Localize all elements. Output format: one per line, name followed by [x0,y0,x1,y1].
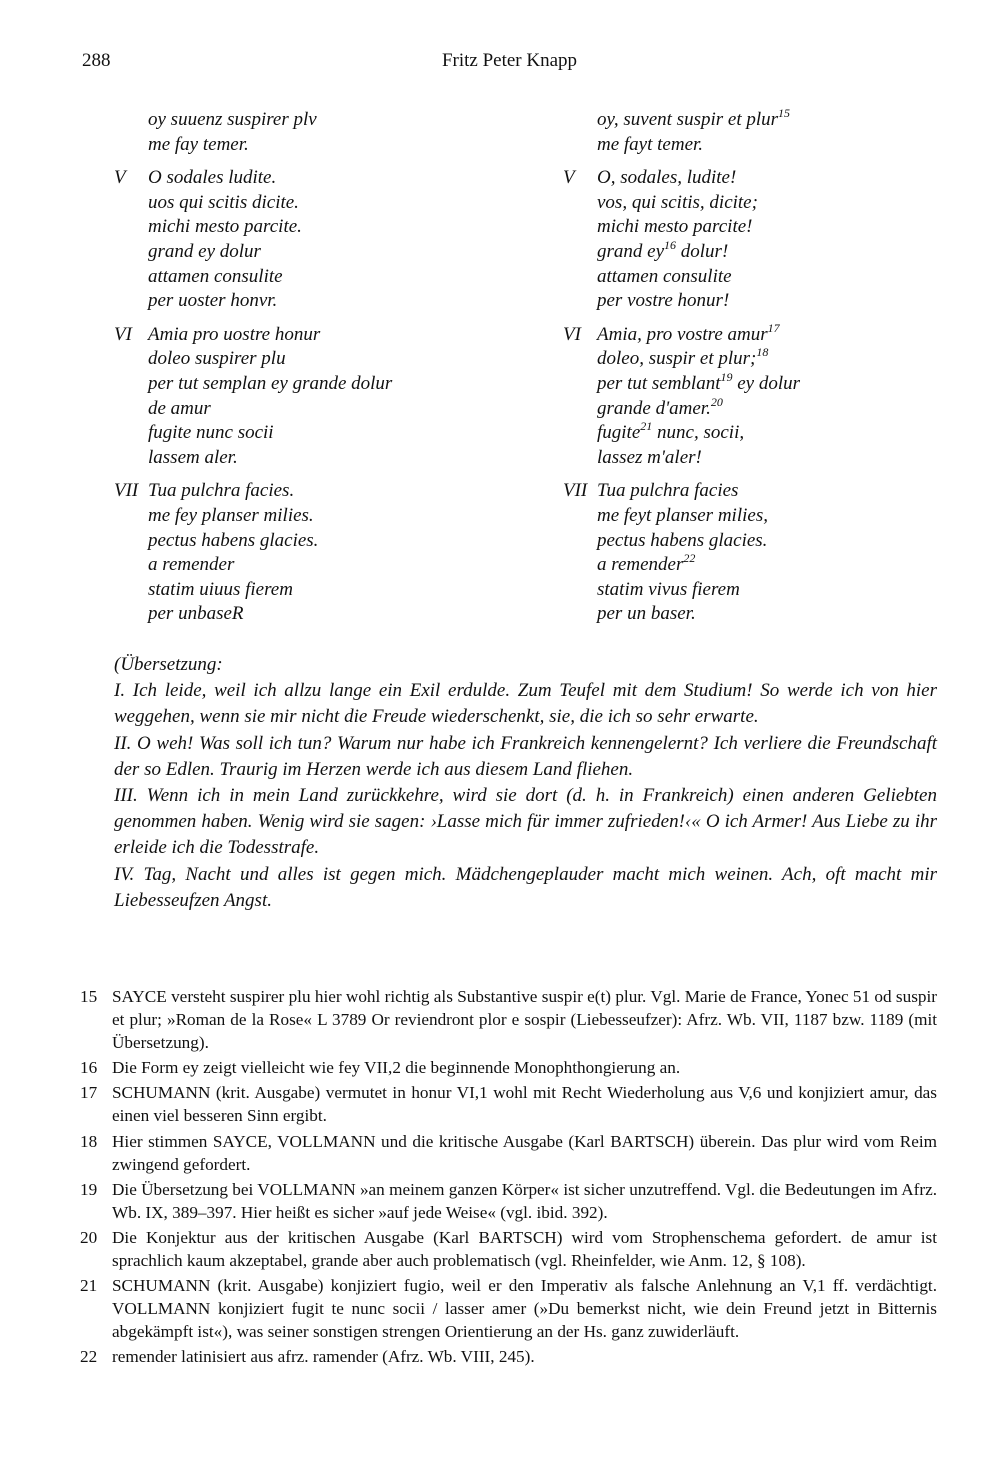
verse-text: O sodales ludite. [148,167,277,189]
stanza [563,108,963,157]
verse-line [597,421,963,446]
verse-line [148,553,554,578]
stanza [114,479,554,627]
verse-line [597,529,963,554]
stanza [114,108,554,157]
footnote-text: Die Konjektur aus der kritischen Ausgabe (Karl BARTSCH) wird vom Strophenschema gefordert. de amur ist sprachlich kaum akzeptabel, grande aber auch problematisch (vgl. Rheinfelder, wie Anm. 12, § 108). [112,1227,937,1271]
verse-text: per tut semplan ey grande dolur [148,372,393,394]
footnote-item [80,1178,937,1224]
verse-text: Amia, pro vostre amur [597,323,768,345]
footnote-text: SCHUMANN (krit. Ausgabe) konjiziert fugio, weil er den Imperativ als falsche Anlehnung an V,1 ff. verdächtigt. VOLLMANN konjiziert fugit te nunc socii / lasser amer (»Du bemerkst nicht, wie dein Freund jetzt in Bitternis abgekämpft ist«), was seiner sonstigen strengen Orientierung an der Hs. ganz zuwiderläuft. [112,1276,937,1342]
verse-line [148,265,554,290]
verse-line [148,191,554,216]
footnote-number: 16 [80,1058,98,1078]
verse-line [148,446,554,471]
footnote-marker: 22 [683,551,696,566]
verse-line [597,504,963,529]
verse-line [597,133,963,158]
footnote-item [80,1081,937,1127]
verse-line [148,166,554,191]
verse-text: uos qui scitis dicite. [148,191,299,213]
verse-text: attamen consulite [148,265,283,287]
footnote-text: SCHUMANN (krit. Ausgabe) vermutet in honur VI,1 wohl mit Recht Wiederholung aus V,6 und konjiziert amur, das einen viel besseren Sinn ergibt. [112,1083,937,1126]
verse-text: doleo suspirer plu [148,348,286,370]
stanza-number: V [563,167,575,189]
footnote-text: Die Übersetzung bei VOLLMANN »an meinem ganzen Körper« ist sicher unzutreffend. Vgl. die Bedeutungen im Afrz. Wb. IX, 389–397. Hier heißt es sicher »auf jede Weise« (vgl. ibid. 392). [112,1179,937,1222]
footnote-text: Die Form ey zeigt vielleicht wie fey VII,2 die beginnende Monophthongierung an. [112,1058,681,1078]
stanza-number: VII [563,480,588,502]
page-number: 288 [82,50,111,71]
page-header [82,50,937,80]
right-column-edited-text [563,108,963,636]
verse-line [148,347,554,372]
footnote-item [80,1130,937,1176]
verse-text-continued: nunc, socii, [652,422,745,444]
verse-text: grand ey dolur [148,240,261,262]
verse-text: Tua pulchra facies [597,480,739,502]
verse-text: oy, suvent suspir et plur [597,109,779,130]
footnote-item [80,1226,937,1272]
footnote-item [80,985,937,1054]
footnote-marker: 20 [710,394,723,409]
footnote-number: 21 [80,1276,98,1296]
footnote-text: Hier stimmen SAYCE, VOLLMANN und die kritische Ausgabe (Karl BARTSCH) überein. Das plur wird vom Reim zwingend gefordert. [112,1131,937,1174]
verse-line [597,446,963,471]
footnote-number: 18 [80,1131,98,1151]
verse-text: lassem aler. [148,446,238,468]
footnote-item [80,1056,937,1079]
stanza [114,166,554,314]
verse-line [148,240,554,265]
verse-text: michi mesto parcite. [148,216,302,238]
footnote-number: 17 [80,1083,98,1103]
footnote-marker: 18 [756,345,769,360]
stanza-number: V [114,167,126,189]
verse-text-continued: dolur! [676,240,729,262]
verse-text: me fay temer. [148,133,249,155]
stanza [563,166,963,314]
verse-line [597,602,963,627]
verse-line [597,215,963,240]
verse-text: pectus habens glacies. [597,529,768,551]
footnotes [80,985,937,1371]
verse-line [597,289,963,314]
footnote-marker: 21 [640,419,653,434]
verse-text: per vostre honur! [597,290,730,312]
verse-line [597,237,963,265]
stanza-number: VII [114,480,139,502]
stanza-number: VI [114,323,132,345]
verse-text: me feyt planser milies, [597,504,768,526]
verse-line [597,347,963,372]
verse-text: grand ey [597,240,665,262]
verse-line [148,529,554,554]
verse-text: Tua pulchra facies. [148,480,295,502]
verse-line [148,602,554,627]
verse-text: O, sodales, ludite! [597,167,737,189]
verse-text: a remender [148,554,235,576]
verse-line [597,553,963,578]
translation-paragraph-2: II. O weh! Was soll ich tun? Warum nur habe ich Frankreich kennengelernt? Ich verliere die Freundschaft der so Edlen. Traurig im Herzen werde ich aus diesem Land fliehen. [114,732,937,780]
verse-line [148,133,554,158]
verse-line [148,289,554,314]
verse-text: a remender [597,554,684,576]
verse-text: oy suuenz suspirer plv [148,109,317,130]
footnote-number: 20 [80,1227,98,1247]
verse-text: per tut semblant [597,372,721,394]
verse-text: me fayt temer. [597,133,704,155]
verse-line [597,166,963,191]
verse-text: lassez m'aler! [597,446,702,468]
footnote-marker: 17 [767,320,780,335]
verse-line [597,320,963,348]
verse-text: statim uiuus fierem [148,578,293,600]
stanza [563,479,963,627]
verse-text: fugite [597,422,641,444]
verse-line [597,479,963,504]
verse-text: de amur [148,397,211,419]
verse-line [597,108,963,133]
translation-paragraph-4: IV. Tag, Nacht und alles ist gegen mich. Mädchengeplauder macht mich weinen. Ach, oft macht mir Liebesseufzen Angst. [114,863,937,911]
stanza-number: VI [563,323,581,345]
verse-line [597,578,963,603]
footnote-item [80,1274,937,1343]
verse-line [597,369,963,397]
footnote-marker: 19 [720,369,733,384]
verse-text: Amia pro uostre honur [148,323,321,345]
translation-paragraph-1: I. Ich leide, weil ich allzu lange ein Exil erdulde. Zum Teufel mit dem Studium! So werde ich von hier weggehen, wenn sie mir nicht die Freude wiederschenkt, sie, die ich so sehr erwarte. [114,680,937,728]
verse-text: per uoster honvr. [148,290,278,312]
verse-text: pectus habens glacies. [148,529,319,551]
left-column-manuscript-text [114,108,554,636]
translation-paragraph-3: III. Wenn ich in mein Land zurückkehre, wird sie dort (d. h. in Frankreich) einen anderen Geliebten genommen haben. Wenig wird sie sagen: ›Lasse mich für immer zufrieden!‹« O ich Armer! Aus Liebe zu ihr erleide ich die Todesstrafe. [114,785,937,859]
verse-text: fugite nunc socii [148,422,274,444]
verse-text: per unbaseR [148,603,244,625]
footnote-marker: 16 [664,237,677,252]
stanza [563,320,963,471]
verse-text: grande d'amer. [597,397,711,419]
verse-text: michi mesto parcite! [597,216,753,238]
translation-block [114,652,937,914]
verse-line [148,215,554,240]
verse-line [148,397,554,422]
verse-line [148,372,554,397]
verse-text: vos, qui scitis, dicite; [597,191,758,213]
verse-line [597,191,963,216]
footnote-marker: 15 [778,106,791,120]
verse-line [148,504,554,529]
translation-heading: (Übersetzung: [114,654,223,675]
footnote-text: remender latinisiert aus afrz. ramender (Afrz. Wb. VIII, 245). [112,1347,535,1367]
verse-text: doleo, suspir et plur; [597,348,757,370]
verse-text: attamen consulite [597,265,732,287]
verse-line [597,394,963,422]
verse-line [148,421,554,446]
verse-line [148,479,554,504]
footnote-item [80,1345,937,1368]
verse-line [597,265,963,290]
verse-text: me fey planser milies. [148,504,314,526]
footnote-number: 22 [80,1347,98,1367]
verse-text-continued: ey dolur [732,372,801,394]
stanza [114,323,554,471]
running-head: Fritz Peter Knapp [441,50,578,71]
verse-line [148,323,554,348]
verse-text: statim vivus fierem [597,578,740,600]
footnote-text: SAYCE versteht suspirer plu hier wohl richtig als Substantive suspir e(t) plur. Vgl. Marie de France, Yonec 51 od suspir et plur; »Roman de la Rose« L 3789 Or reviendront plor e sospir (Liebesseufzer): Afrz. Wb. VII, 1187 bzw. 1189 (mit Übersetzung). [112,987,937,1053]
verse-line [148,578,554,603]
footnote-number: 15 [80,987,98,1006]
verse-text: per un baser. [597,603,696,625]
footnote-number: 19 [80,1179,98,1199]
verse-line [148,108,554,133]
